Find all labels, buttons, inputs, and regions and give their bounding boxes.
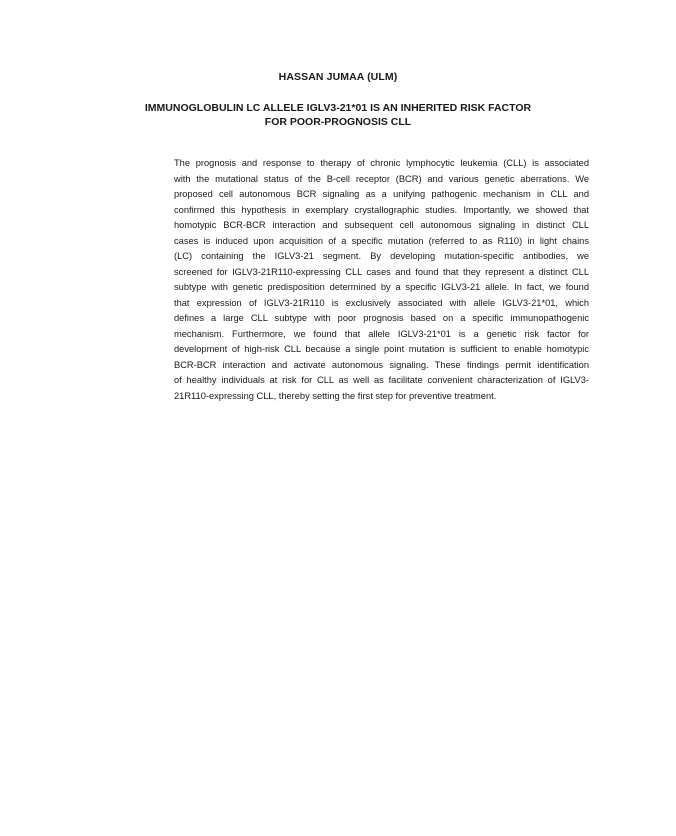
abstract-line: 21R110-expressing CLL, thereby setting the first step for preventive treatment.: [174, 390, 497, 401]
abstract-line: of healthy individuals at risk for CLL as well as facilitate convenient characterization of IGLV3-: [174, 375, 589, 385]
abstract-line: subtype with genetic predisposition determined by a specific IGLV3-21 allele. In fact, we found: [174, 282, 589, 292]
abstract-line: defines a large CLL subtype with poor prognosis based on a specific immunopathogenic: [174, 313, 589, 323]
title-line: IMMUNOGLOBULIN LC ALLELE IGLV3-21*01 IS AN INHERITED RISK FACTOR: [144, 102, 532, 114]
author-name: HASSAN JUMAA (ULM): [278, 71, 398, 83]
abstract-title: [0, 101, 676, 129]
abstract-line: The prognosis and response to therapy of chronic lymphocytic leukemia (CLL) is associated: [174, 158, 589, 168]
abstract-line: homotypic BCR-BCR interaction and subsequent cell autonomous signaling in distinct CLL: [174, 220, 589, 230]
abstract-line: BCR-BCR interaction and activate autonomous signaling. These findings permit identification: [174, 359, 589, 370]
abstract-line: cases is induced upon acquisition of a specific mutation (referred to as R110) in light chains: [174, 235, 589, 246]
title-line: FOR POOR-PROGNOSIS CLL: [264, 116, 412, 128]
abstract-body: [174, 156, 589, 404]
abstract-line: with the mutational status of the B-cell receptor (BCR) and various genetic aberrations. We: [174, 173, 589, 184]
abstract-line: mechanism. Furthermore, we found that allele IGLV3-21*01 is a genetic risk factor for: [174, 328, 589, 339]
abstract-line: that expression of IGLV3-21R110 is exclusively associated with allele IGLV3-21*01, which: [174, 297, 589, 308]
abstract-line: screened for IGLV3-21R110-expressing CLL cases and found that they represent a distinct CLL: [174, 266, 589, 277]
abstract-line: development of high-risk CLL because a single point mutation is sufficient to enable homotypic: [174, 344, 589, 354]
abstract-line: proposed cell autonomous BCR signaling as a unifying pathogenic mechanism in CLL and: [174, 189, 589, 199]
abstract-line: confirmed this hypothesis in exemplary crystallographic studies. Importantly, we showed that: [174, 204, 589, 215]
abstract-line: (LC) containing the IGLV3-21 segment. By developing mutation-specific antibodies, we: [174, 251, 589, 261]
